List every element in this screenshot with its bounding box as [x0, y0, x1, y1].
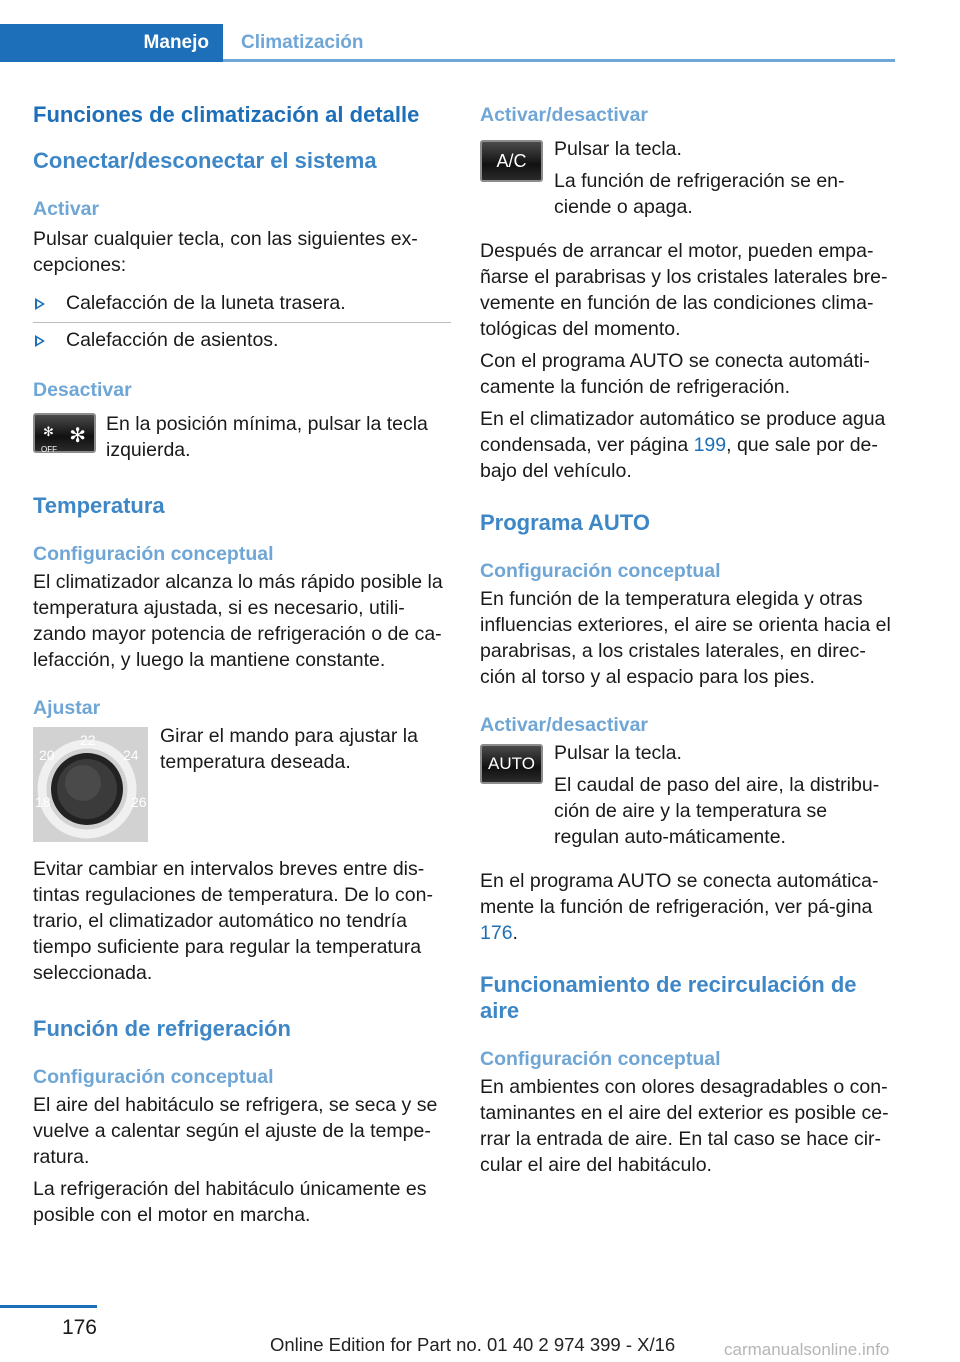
paragraph-auto-refrig: Con el programa AUTO se conecta automáti‐camente la función de refrigeración. — [480, 350, 870, 398]
page-link-199[interactable]: 199 — [693, 434, 727, 456]
paragraph-empanar: Después de arrancar el motor, pueden empa‐ñarse el parabrisas y los cristales laterales bre‐vemente en función de las condiciones clima‐tológicas del momento. — [480, 240, 888, 340]
edition-text: Online Edition for Part no. 01 40 2 974 399 - X/16 — [270, 1334, 676, 1355]
auto-text-block — [554, 740, 896, 850]
heading-conf-auto: Configuración conceptual — [480, 560, 721, 582]
paragraph-condensada — [480, 406, 896, 484]
paragraph-auto-ref — [480, 868, 896, 946]
ajustar-text: Girar el mando para ajustar la temperatura deseada. — [160, 725, 418, 773]
page-number: 176 — [61, 1316, 97, 1339]
text-segment: , que sale por de‐bajo del vehículo. — [480, 434, 878, 482]
fan-icon: ✻ — [43, 424, 54, 439]
auto-text-2: El caudal de paso del aire, la distribu‐ción de aire y la temperatura se regulan auto‐máticamente. — [554, 774, 880, 848]
header-subsection-tab: Climatización — [223, 24, 895, 62]
heading-conf-temperatura: Configuración conceptual — [33, 543, 274, 565]
fan-off-key-image — [33, 413, 96, 453]
heading-ajustar: Ajustar — [33, 697, 101, 719]
ac-text-block — [554, 136, 896, 220]
text-segment: En el programa AUTO se conecta automática‐mente la función de refrigeración, ver pá‐gina — [480, 870, 879, 918]
right-column — [480, 100, 896, 1178]
knob-number: 18 — [35, 794, 51, 810]
header-rule — [223, 59, 895, 62]
ac-text-2: La función de refrigeración se en‐ciende o apaga. — [554, 170, 845, 218]
heading-refrigeracion: Función de refrigeración — [33, 1016, 291, 1041]
knob-number: 22 — [80, 732, 96, 748]
desactivar-text: En la posición mínima, pulsar la tecla izquierda. — [106, 413, 428, 461]
heading-conf-recirculacion: Configuración conceptual — [480, 1048, 721, 1070]
auto-text: En función de la temperatura elegida y otras influencias exteriores, el aire se orienta hacia el parabrisas, a los cristales laterales, en direc‐ción al torso y al espacio para los pies. — [480, 588, 891, 688]
heading-temperatura: Temperatura — [33, 493, 165, 518]
heading-programa-auto: Programa AUTO — [480, 510, 650, 535]
auto-key-image: AUTO — [480, 744, 543, 784]
temperatura-text: El climatizador alcanza lo más rápido posible la temperatura ajustada, si es necesario, utili‐zando mayor potencia de refrigeración o de ca‐lefacción, y luego la mantiene constante. — [33, 571, 443, 671]
auto-row — [480, 744, 896, 850]
heading-desactivar: Desactivar — [33, 379, 132, 401]
ajustar-row — [33, 727, 451, 842]
page-title: Funciones de climatización al detalle — [33, 102, 420, 127]
knob-number: 24 — [123, 747, 139, 763]
heading-activar-desactivar-auto: Activar/desactivar — [480, 714, 649, 736]
knob-number: 20 — [39, 747, 55, 763]
text-segment: . — [512, 922, 518, 944]
ac-key-image: A/C — [480, 140, 543, 182]
ac-row — [480, 140, 896, 220]
text-segment: En el climatizador automático se produce agua condensada, ver página — [480, 408, 886, 456]
page-link-176[interactable]: 176 — [480, 922, 513, 944]
activar-text: Pulsar cualquier tecla, con las siguientes ex‐cepciones: — [33, 228, 418, 276]
knob-number: 26 — [131, 794, 147, 810]
desactivar-row — [33, 413, 451, 463]
refrigeracion-text-1: El aire del habitáculo se refrigera, se seca y se vuelve a calentar según el ajuste de la tempe‐ratura. — [33, 1094, 438, 1168]
heading-activar: Activar — [33, 198, 100, 220]
fan-large-icon: ✻ — [69, 425, 86, 447]
list-item: Calefacción de asientos. — [33, 322, 451, 359]
heading-recirculacion: Funcionamiento de recirculación de aire — [480, 972, 857, 1023]
left-column — [33, 100, 451, 1228]
temperature-knob-image — [33, 727, 148, 842]
list-item: Calefacción de la luneta trasera. — [33, 286, 451, 322]
ac-text-1: Pulsar la tecla. — [554, 138, 682, 160]
recirculacion-text: En ambientes con olores desagradables o con‐taminantes en el aire del exterior es posible ce‐rrar la entrada de aire. En tal caso se hace cir‐cular el aire del habitáculo. — [480, 1076, 889, 1176]
watermark: carmanualsonline.info — [724, 1340, 890, 1359]
heading-activar-desactivar-ac: Activar/desactivar — [480, 104, 649, 126]
heading-conf-refrigeracion: Configuración conceptual — [33, 1066, 274, 1088]
heading-conectar: Conectar/desconectar el sistema — [33, 148, 377, 173]
off-label: OFF — [41, 445, 57, 454]
header-section-tab: Manejo — [0, 24, 223, 62]
evitar-text: Evitar cambiar en intervalos breves entre dis‐tintas regulaciones de temperatura. De lo con‐trario, el climatizador automático no tendría tiempo suficiente para regular la temperatura seleccionada. — [33, 858, 433, 984]
refrigeracion-text-2: La refrigeración del habitáculo únicamente es posible con el motor en marcha. — [33, 1178, 427, 1226]
exceptions-list — [33, 286, 451, 359]
auto-text-1: Pulsar la tecla. — [554, 742, 682, 764]
footer-rule — [0, 1305, 97, 1308]
